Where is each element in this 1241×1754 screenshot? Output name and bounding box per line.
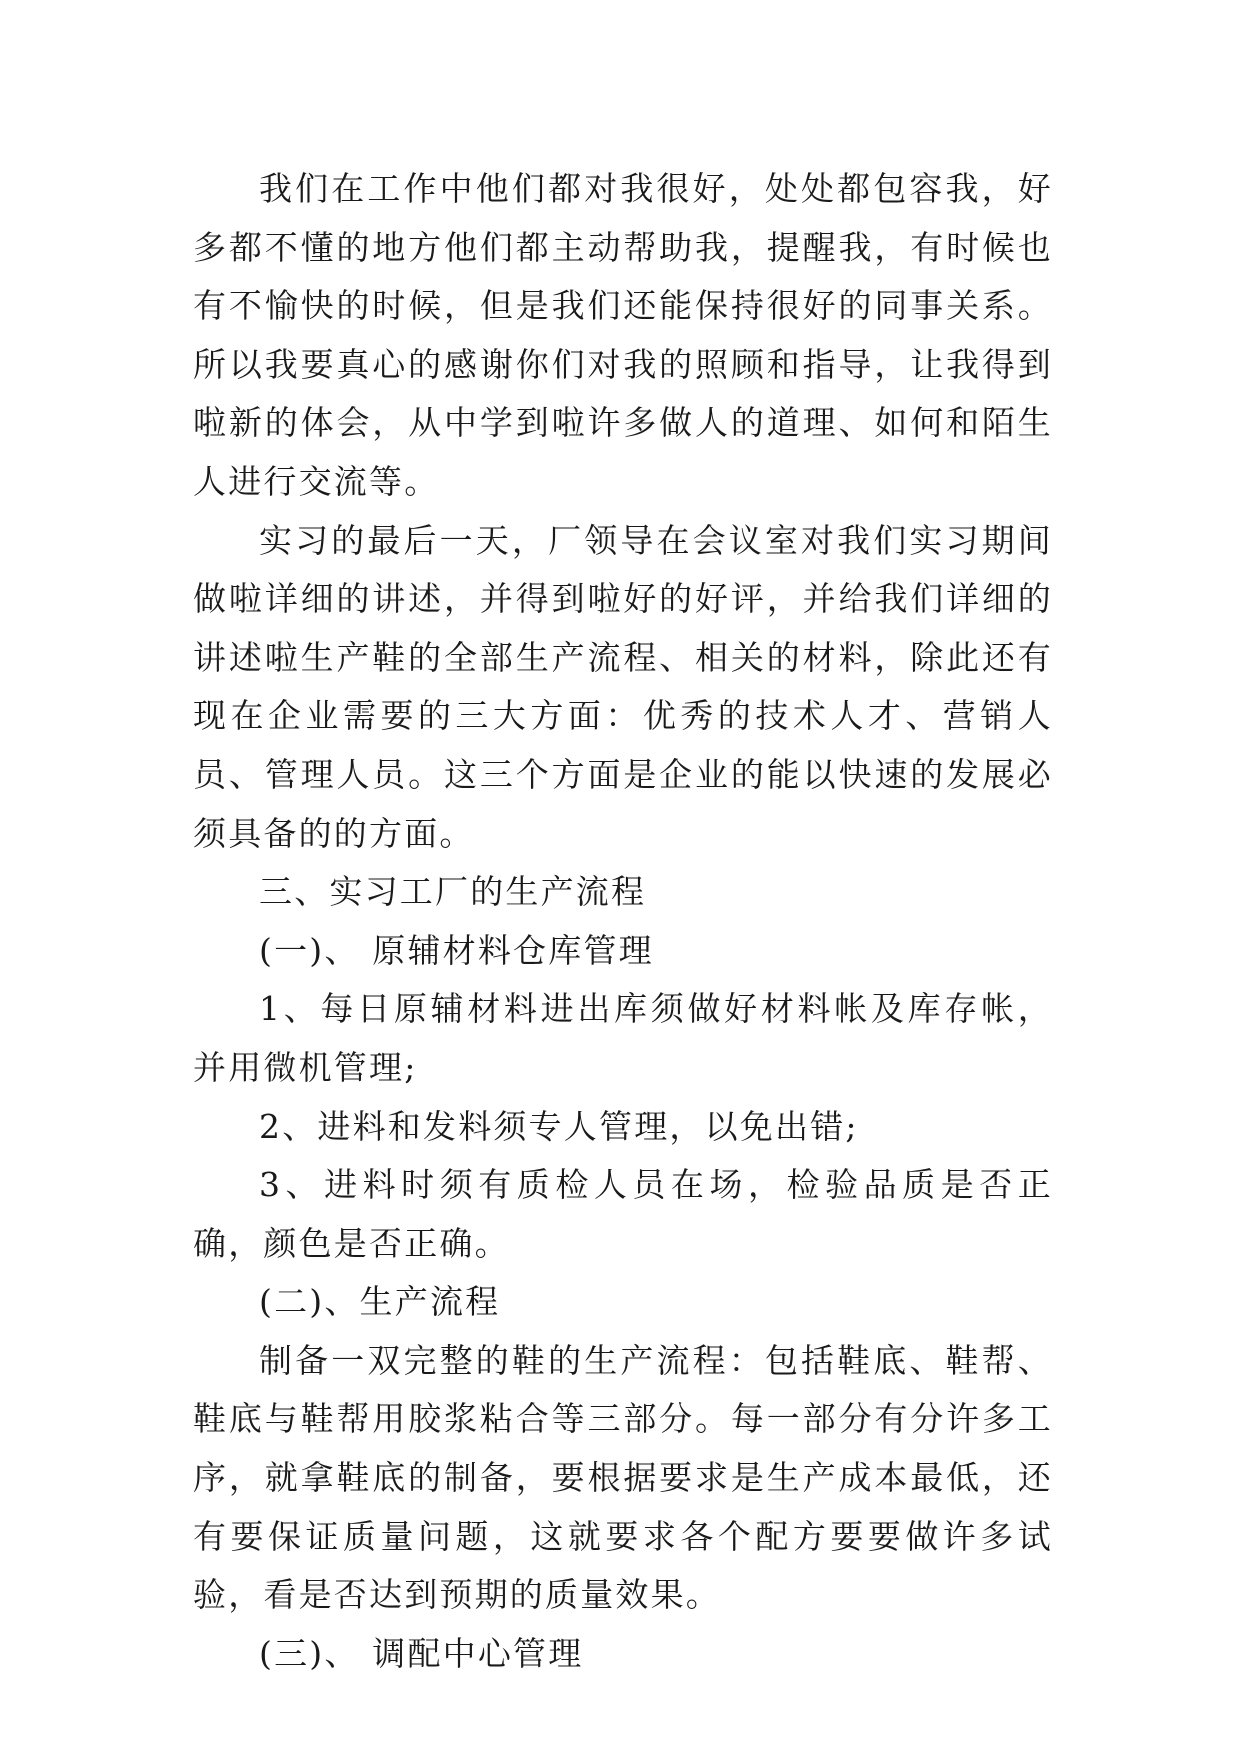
paragraph-last-day: 实习的最后一天，厂领导在会议室对我们实习期间做啦详细的讲述，并得到啦好的好评，并给我们详细的讲述啦生产鞋的全部生产流程、相关的材料，除此还有现在企业需要的三大方面：优秀的技术人才、营销人员、管理人员。这三个方面是企业的能以快速的发展必须具备的的方面。: [193, 520, 1053, 853]
paragraph-shoe-production: 制备一双完整的鞋的生产流程：包括鞋底、鞋帮、鞋底与鞋帮用胶浆粘合等三部分。每一部分有分许多工序，就拿鞋底的制备，要根据要求是生产成本最低，还有要保证质量问题，这就要求各个配方要要做许多试验，看是否达到预期的质量效果。: [193, 1340, 1053, 1615]
list-item-2: 2、进料和发料须专人管理，以免出错;: [259, 1106, 859, 1146]
subsection-heading-dispatch-center: (三)、 调配中心管理: [259, 1633, 584, 1673]
section-heading-production-process: 三、实习工厂的生产流程: [259, 872, 647, 912]
subsection-heading-production-flow: (二)、生产流程: [259, 1282, 501, 1322]
paragraph-colleagues: 我们在工作中他们都对我很好，处处都包容我，好多都不懂的地方他们都主动帮助我，提醒我，有时候也有不愉快的时候，但是我们还能保持很好的同事关系。所以我要真心的感谢你们对我的照顾和指导，让我得到啦新的体会，从中学到啦许多做人的道理、如何和陌生人进行交流等。: [193, 169, 1053, 501]
document-body: [193, 160, 1053, 1683]
subsection-heading-warehouse: (一)、 原辅材料仓库管理: [259, 930, 654, 970]
list-item-1: 1、每日原辅材料进出库须做好材料帐及库存帐，并用微机管理;: [193, 989, 1053, 1087]
list-item-3: 3、进料时须有质检人员在场，检验品质是否正确，颜色是否正确。: [193, 1165, 1053, 1263]
